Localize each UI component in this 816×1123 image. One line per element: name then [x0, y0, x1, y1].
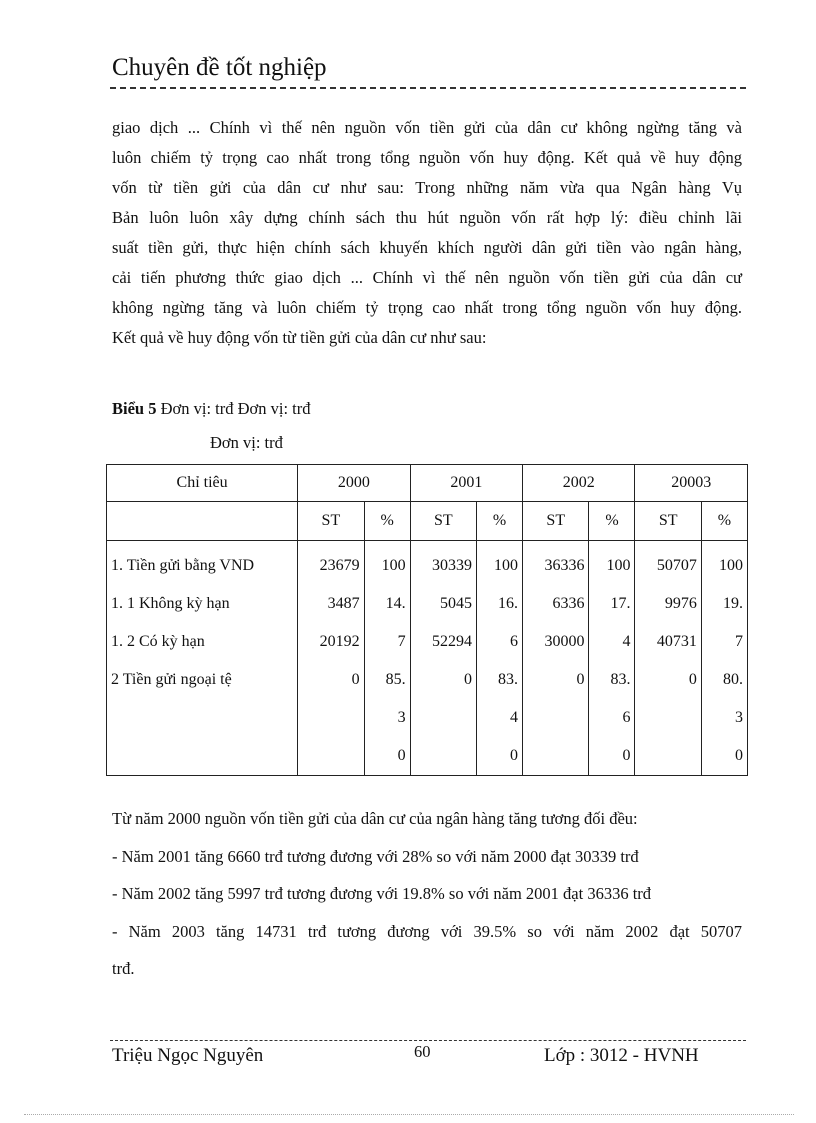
pct-value: 85.: [385, 671, 406, 688]
pct-value: 0: [510, 747, 519, 764]
st-value: 0: [576, 671, 585, 688]
table-unit: Đơn vị: trđ: [210, 433, 283, 452]
row-label: 1. Tiền gửi bằng VND: [111, 557, 255, 574]
year-header: 20003: [635, 465, 748, 502]
st-value: 9976: [664, 595, 697, 612]
text-line: giao dịch ... Chính vì thế nên nguồn vốn tiền gửi của dân cư không ngừng tăng và: [112, 118, 742, 137]
pct-header: %: [701, 502, 747, 541]
pct-value: 80.: [723, 671, 743, 688]
deposit-table: [106, 464, 748, 776]
pct-value: 7: [397, 633, 406, 650]
table-body-row: [107, 541, 748, 776]
pct-value: 6: [510, 633, 519, 650]
empty-cell: [107, 502, 298, 541]
pct-cell: [589, 541, 635, 776]
text-line: vốn từ tiền gửi của dân cư như sau: Trong những năm vừa qua Ngân hàng Vụ: [112, 178, 742, 197]
st-value: 36336: [544, 557, 585, 574]
page-number: 60: [414, 1042, 431, 1061]
table-header-row: [107, 465, 748, 502]
pct-value: 17.: [610, 595, 631, 612]
text-line: Kết quả về huy động vốn từ tiền gửi của dân cư như sau:: [112, 328, 487, 347]
pct-cell: [364, 541, 410, 776]
text-line: - Năm 2001 tăng 6660 trđ tương đương với 28% so với năm 2000 đạt 30339 trđ: [112, 846, 639, 866]
pct-value: 0: [622, 747, 631, 764]
pct-value: 0: [735, 747, 743, 764]
body-paragraph-1: [112, 113, 742, 353]
pct-value: 6: [622, 709, 631, 726]
pct-value: 100: [606, 557, 631, 574]
pct-value: 100: [494, 557, 519, 574]
st-value: 0: [688, 671, 697, 688]
footer-divider: [110, 1040, 746, 1041]
st-header: ST: [298, 502, 364, 541]
st-value: 0: [351, 671, 360, 688]
table-subheader-row: [107, 502, 748, 541]
st-header: ST: [410, 502, 476, 541]
st-header: ST: [635, 502, 701, 541]
text-line: không ngừng tăng và luôn chiếm tỷ trọng cao nhất trong tổng nguồn vốn huy động.: [112, 298, 742, 317]
st-value: 30339: [432, 557, 473, 574]
st-value: 0: [464, 671, 473, 688]
pct-header: %: [477, 502, 523, 541]
row-labels-cell: [107, 541, 298, 776]
text-line: suất tiền gửi, thực hiện chính sách khuyến khích người dân gửi tiền vào ngân hàng,: [112, 238, 742, 257]
pct-value: 100: [381, 557, 406, 574]
st-value: 50707: [656, 557, 697, 574]
table-caption-label: Biểu 5: [112, 399, 157, 418]
pct-value: 14.: [385, 595, 406, 612]
pct-value: 7: [735, 633, 743, 650]
st-value: 52294: [432, 633, 473, 650]
pct-value: 4: [622, 633, 631, 650]
body-paragraph-2: [112, 800, 742, 988]
pct-value: 4: [510, 709, 519, 726]
st-value: 5045: [440, 595, 473, 612]
text-line: Bản luôn luôn xây dựng chính sách thu hút nguồn vốn rất hợp lý: điều chỉnh lãi: [112, 208, 742, 227]
label-header: Chỉ tiêu: [107, 465, 298, 502]
st-value: 23679: [319, 557, 360, 574]
footer-author: Triệu Ngọc Nguyên: [112, 1045, 264, 1066]
pct-value: 16.: [498, 595, 519, 612]
page-header-title: Chuyên đề tốt nghiệp: [112, 54, 327, 81]
pct-header: %: [364, 502, 410, 541]
text-line: - Năm 2003 tăng 14731 trđ tương đương với 39.5% so với năm 2002 đạt 50707: [112, 921, 742, 941]
year-header: 2001: [410, 465, 522, 502]
st-cell: [523, 541, 589, 776]
text-line: Từ năm 2000 nguồn vốn tiền gửi của dân cư của ngân hàng tăng tương đối đều:: [112, 809, 638, 828]
pct-value: 19.: [723, 595, 743, 612]
st-header: ST: [523, 502, 589, 541]
row-label: 2 Tiền gửi ngoại tệ: [111, 671, 232, 688]
st-value: 6336: [552, 595, 585, 612]
footer-class-label: Lớp : 3012 - HVNH: [544, 1045, 699, 1066]
year-header: 2000: [298, 465, 410, 502]
table-caption-unit: Đơn vị: trđ Đơn vị: trđ: [160, 399, 311, 418]
pct-cell: [701, 541, 747, 776]
st-cell: [635, 541, 701, 776]
st-cell: [410, 541, 476, 776]
text-line: cải tiến phương thức giao dịch ... Chính vì thế nên nguồn vốn tiền gửi của dân cư: [112, 268, 742, 287]
row-label: 1. 1 Không kỳ hạn: [111, 595, 230, 612]
row-label: 1. 2 Có kỳ hạn: [111, 633, 205, 650]
page-bottom-edge: [24, 1114, 794, 1115]
st-cell: [298, 541, 364, 776]
text-line: luôn chiếm tỷ trọng cao nhất trong tổng nguồn vốn huy động. Kết quả về huy động: [112, 148, 742, 167]
st-value: 40731: [656, 633, 697, 650]
year-header: 2002: [523, 465, 635, 502]
st-value: 3487: [327, 595, 360, 612]
pct-value: 83.: [498, 671, 519, 688]
pct-value: 83.: [610, 671, 631, 688]
text-line: - Năm 2002 tăng 5997 trđ tương đương với 19.8% so với năm 2001 đạt 36336 trđ: [112, 884, 652, 903]
pct-cell: [477, 541, 523, 776]
pct-value: 3: [735, 709, 743, 726]
pct-header: %: [589, 502, 635, 541]
pct-value: 0: [397, 747, 406, 764]
st-value: 30000: [544, 633, 585, 650]
text-line: trđ.: [112, 959, 135, 978]
st-value: 20192: [319, 633, 360, 650]
table-caption: [112, 399, 311, 419]
header-divider: [110, 87, 746, 89]
pct-value: 3: [397, 709, 406, 726]
pct-value: 100: [719, 557, 743, 574]
